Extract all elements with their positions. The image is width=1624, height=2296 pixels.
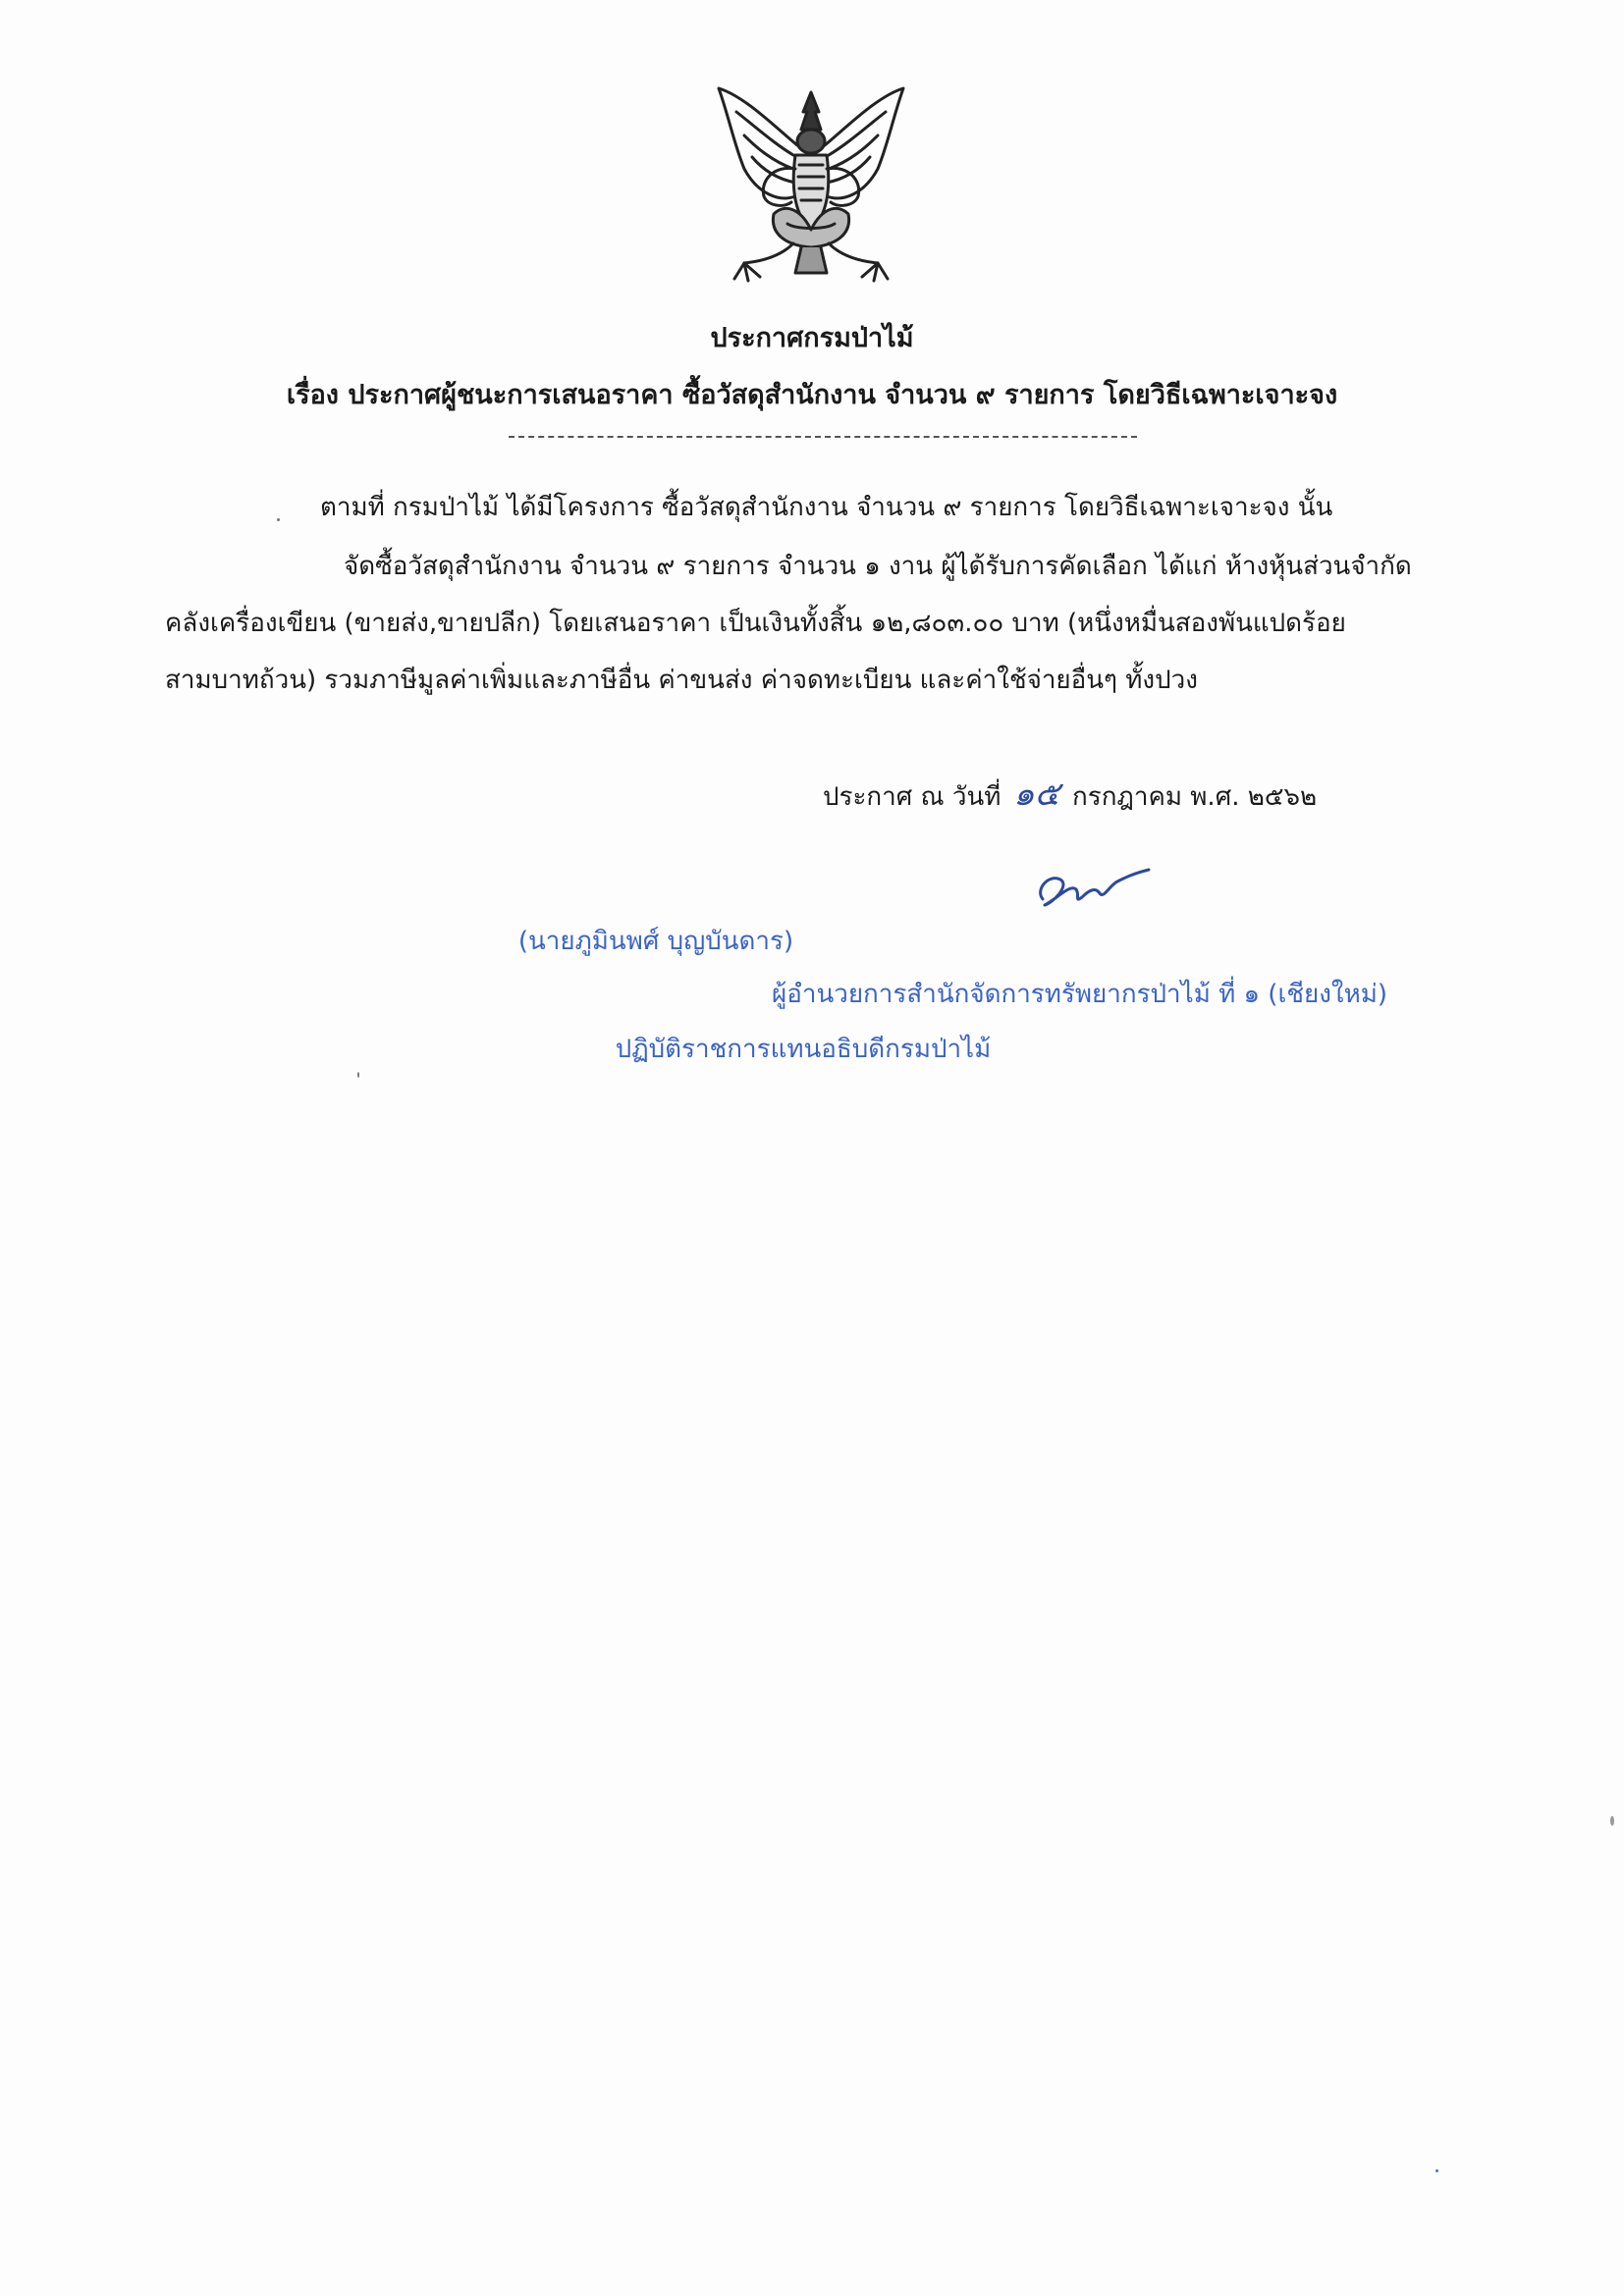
- signatory-name: (นายภูมินพศ์ บุญบันดาร): [517, 927, 794, 956]
- announcement-subject: เรื่อง ประกาศผู้ชนะการเสนอราคา ซื้อวัสดุสำนักงาน จำนวน ๙ รายการ โดยวิธีเฉพาะเจาะจง: [286, 380, 1338, 410]
- signatory-acting-for: ปฏิบัติราชการแทนอธิบดีกรมป่าไม้: [615, 1035, 992, 1064]
- scan-speck: [1435, 2169, 1438, 2172]
- garuda-emblem-icon: [705, 86, 917, 293]
- announcement-title: ประกาศกรมป่าไม้: [710, 323, 914, 353]
- date-suffix: กรกฎาคม พ.ศ. ๒๕๖๒: [1071, 782, 1318, 812]
- body-line-3: คลังเครื่องเขียน (ขายส่ง,ขายปลีก) โดยเสนอราคา เป็นเงินทั้งสิ้น ๑๒,๘๐๓.๐๐ บาท (หนึ่งหมื่นสองพันแปดร้อย: [165, 609, 1346, 638]
- body-line-1: ตามที่ กรมป่าไม้ ได้มีโครงการ ซื้อวัสดุสำนักงาน จำนวน ๙ รายการ โดยวิธีเฉพาะเจาะจง นั้น: [320, 493, 1333, 522]
- signature-icon: [1031, 860, 1168, 915]
- announcement-date: [823, 774, 1318, 814]
- date-prefix: ประกาศ ณ วันที่: [823, 782, 1001, 812]
- body-line-4: สามบาทถ้วน) รวมภาษีมูลค่าเพิ่มและภาษีอื่น ค่าขนส่ง ค่าจดทะเบียน และค่าใช้จ่ายอื่นๆ ทั้งปวง: [165, 666, 1198, 695]
- body-line-2: จัดซื้อวัสดุสำนักงาน จำนวน ๙ รายการ จำนวน ๑ งาน ผู้ได้รับการคัดเลือก ได้แก่ ห้างหุ้นส่วนจำกัด: [344, 552, 1412, 581]
- scan-speck: [277, 518, 280, 521]
- scan-speck: [357, 1072, 359, 1078]
- signatory-position: ผู้อำนวยการสำนักจัดการทรัพยากรป่าไม้ ที่ ๑ (เชียงใหม่): [772, 980, 1388, 1009]
- dashed-divider: [509, 436, 1137, 438]
- scan-speck: [1610, 1816, 1614, 1826]
- date-day-handwritten: ๑๕: [1013, 774, 1060, 814]
